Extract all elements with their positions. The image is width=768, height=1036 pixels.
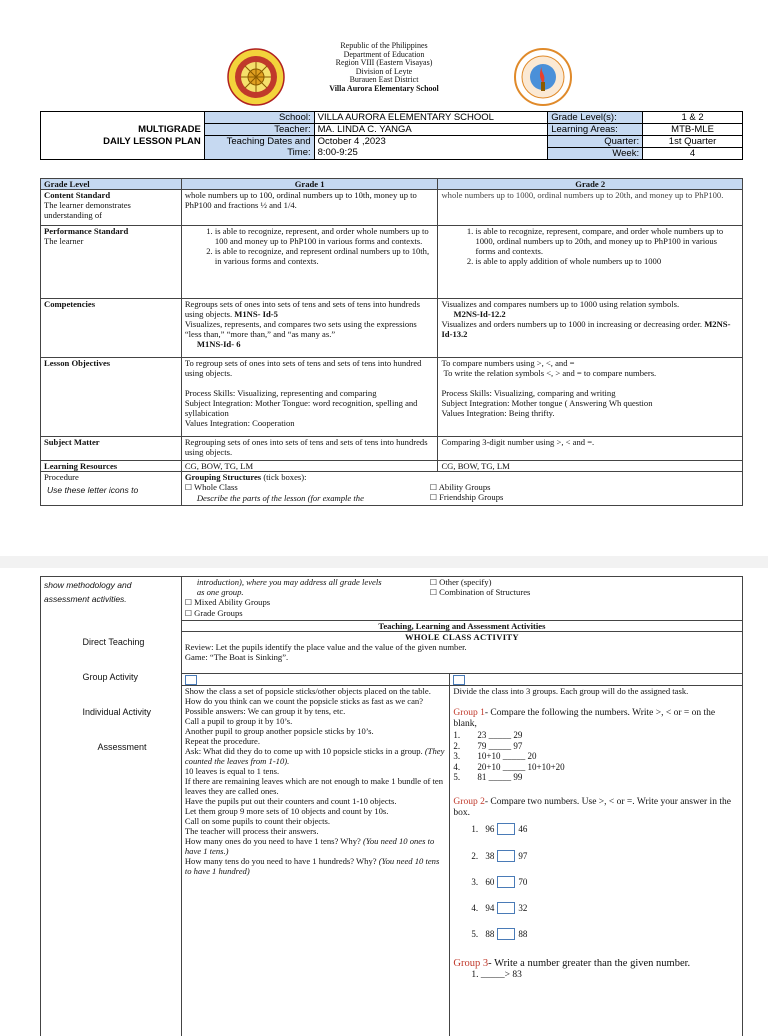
resources-label: Learning Resources [41, 461, 182, 472]
group1-list [453, 730, 739, 783]
objective-values: Values Integration: Being thrifty. [441, 408, 739, 418]
grade-groups-checkbox-row[interactable] [185, 608, 739, 619]
plan-title [41, 112, 205, 160]
content-standard-sub: The learner demonstrates understanding of [44, 200, 178, 220]
objective-main: To compare numbers using >, <, and = [441, 358, 739, 368]
item-left-number: 38 [485, 851, 494, 861]
mixed-ability-checkbox-row[interactable] [185, 597, 739, 608]
learning-areas-value: MTB-MLE [643, 124, 743, 136]
head-grade1: Grade 1 [181, 179, 438, 190]
item-left-number: 94 [485, 903, 494, 913]
side-label-assessment: Assessment [98, 742, 147, 752]
item-left-number: 60 [485, 877, 494, 887]
grade2-activity-cell [450, 686, 743, 1036]
quarter-label: Quarter: [548, 136, 643, 148]
whole-class-cell [181, 632, 742, 674]
head-grade-level: Grade Level [41, 179, 182, 190]
subject-matter-g2: Comparing 3-digit number using >, < and =. [438, 437, 743, 461]
competency-text: Visualizes and compares numbers up to 1000 using relation symbols. [441, 299, 679, 309]
g1-step: Repeat the procedure. [185, 736, 447, 746]
lesson-info-table [40, 111, 743, 160]
performance-cell [41, 226, 182, 299]
item-text: 20+10 _____ 10+10+20 [477, 762, 564, 772]
game-text: Game: “The Boat is Sinking”. [185, 652, 739, 662]
header-line: Department of Education [284, 51, 484, 60]
g1-q2-italic: (You need 10 tens to have 1 hundred) [185, 856, 439, 876]
g1-ask-text: Ask: What did they do to come up with 10 popsicle sticks in a group. [185, 746, 423, 756]
friendship-groups-checkbox-row[interactable] [430, 492, 504, 503]
competency-code: M2NS-Id-13.2 [441, 319, 730, 339]
answer-box[interactable] [497, 902, 515, 914]
item-number: 1. [453, 730, 477, 741]
marker-box [453, 675, 465, 685]
item-number: 4. [453, 762, 477, 773]
g1-step: Call a pupil to group it by 10’s. [185, 716, 447, 726]
side-label-individual-activity: Individual Activity [83, 707, 152, 717]
answer-box[interactable] [497, 876, 515, 888]
answer-box[interactable] [497, 850, 515, 862]
objectives-g2 [438, 358, 743, 437]
activities-table [40, 576, 743, 1036]
header-line: Republic of the Philippines [284, 42, 484, 51]
school-value: VILLA AURORA ELEMENTARY SCHOOL [314, 112, 548, 124]
answer-box[interactable] [497, 928, 515, 940]
group1-item [453, 741, 739, 752]
g1-step: The teacher will process their answers. [185, 826, 447, 836]
content-standard-cell [41, 190, 182, 226]
checkbox-icon[interactable]: ☐ [185, 598, 192, 607]
g1-step: Another pupil to group another popsicle sticks by 10’s. [185, 726, 447, 736]
item-number: 5. [453, 772, 477, 783]
procedure-note: Use these letter icons to [44, 485, 178, 495]
review-text: Review: Let the pupils identify the place value and the value of the given number. [185, 642, 739, 652]
objective-main: To regroup sets of ones into sets of tens and sets of tens into hundred using objects. [185, 358, 435, 378]
competency-text: Regroups sets of ones into sets of tens and sets of tens into hundreds using objects. [185, 299, 420, 319]
item-number: 3. [453, 751, 477, 762]
deped-header [284, 42, 484, 94]
ability-groups-label: Ability Groups [439, 482, 491, 492]
g1-q2-text: How many tens do you need to have 1 hundreds? Why? [185, 856, 377, 866]
performance-g2 [438, 226, 743, 299]
tla-title: Teaching, Learning and Assessment Activities [181, 621, 742, 632]
competency-code: M1NS- Id-5 [234, 309, 278, 319]
week-label: Week: [548, 148, 643, 160]
g1-step: Possible answers: We can group it by tens, etc. [185, 706, 447, 716]
g1-step: Let them group 9 more sets of 10 objects and count by 10s. [185, 806, 447, 816]
g1-question [185, 856, 447, 876]
as-one-group: as one group. [185, 587, 739, 597]
mixed-ability-label: Mixed Ability Groups [194, 597, 270, 607]
introduction-text: introduction), where you may address all grade levels [185, 577, 739, 587]
group1-item [453, 772, 739, 783]
quarter-value: 1st Quarter [643, 136, 743, 148]
performance-g1 [181, 226, 438, 299]
g1-step: Have the pupils put out their counters and count 1-10 objects. [185, 796, 447, 806]
g1-marker-cell [181, 674, 450, 686]
plan-title-line2: DAILY LESSON PLAN [44, 136, 201, 148]
competency-text: Visualizes, represents, and compares two sets using the expressions “less than,” “more than,” and “as many as.” [185, 319, 417, 339]
item-number: 1. [471, 819, 485, 839]
group2-instructions [453, 797, 739, 819]
combination-label: Combination of Structures [439, 587, 530, 597]
side-label-group-activity: Group Activity [83, 672, 139, 682]
whole-class-label: Whole Class [194, 482, 238, 492]
g2-marker-cell [450, 674, 743, 686]
friendship-groups-label: Friendship Groups [439, 492, 503, 502]
objective-process: Process Skills: Visualizing, representing and comparing [185, 388, 435, 398]
group1-instructions [453, 708, 739, 730]
grouping-title: Grouping Structures [185, 472, 261, 482]
list-item: 1. is able to recognize, represent, compare, and order whole numbers up to 1000, ordinal numbers up to 20th, and money up to PhP100 in various forms and contexts. [475, 226, 739, 256]
item-number: 4. [471, 895, 485, 921]
subject-matter-label: Subject Matter [41, 437, 182, 461]
item-right-number: 97 [518, 851, 527, 861]
combination-checkbox-row[interactable] [430, 587, 531, 598]
g1-step: Show the class a set of popsicle sticks/other objects placed on the table. How do you think can we count the popsicle sticks as fast as we can? [185, 686, 447, 706]
teacher-value: MA. LINDA C. YANGA [314, 124, 548, 136]
item-right-number: 46 [518, 824, 527, 834]
header-line: Burauen East District [284, 76, 484, 85]
group1-item [453, 751, 739, 762]
dates-label: Teaching Dates and Time: [204, 136, 314, 160]
g1-q1-text: How many ones do you need to have 1 tens? Why? [185, 836, 361, 846]
objective-sub: To write the relation symbols <, > and = to compare numbers. [441, 368, 739, 378]
list-item: 2. is able to apply addition of whole numbers up to 1000 [475, 256, 739, 266]
group1-item [453, 730, 739, 741]
grade-levels-label: Grade Level(s): [548, 112, 643, 124]
group3-text: - Write a number greater than the given number. [488, 958, 690, 969]
item-right-number: 88 [518, 929, 527, 939]
competency-code: M2NS-Id-12.2 [441, 309, 505, 319]
grade1-activity-cell [181, 686, 450, 1036]
competencies-g2 [438, 299, 743, 358]
group2-item [471, 819, 739, 843]
g1-step: If there are remaining leaves which are not enough to make 1 bundle of ten leaves they are called ones. [185, 776, 447, 796]
describe-parts: Describe the parts of the lesson (for example the [185, 493, 739, 503]
group2-item [471, 843, 739, 869]
dates-value [314, 136, 548, 160]
week-value: 4 [643, 148, 743, 160]
resources-g1: CG, BOW, TG, LM [181, 461, 438, 472]
grade-levels-value: 1 & 2 [643, 112, 743, 124]
show-methodology: show methodology and [44, 577, 178, 594]
item-left-number: 88 [485, 929, 494, 939]
group1-text: - Compare the following the numbers. Write >, < or = on the blank, [453, 708, 715, 729]
objective-subject: Subject Integration: Mother Tongue: word recognition, spelling and syllabication [185, 398, 435, 418]
side-column [41, 577, 182, 1036]
item-text: 81 _____ 99 [477, 772, 522, 782]
marker-box [185, 675, 197, 685]
list-item: 1. is able to recognize, represent, and order whole numbers up to 100 and money up to PhP100 in various forms and contexts. [215, 226, 435, 246]
competency-text: Visualizes and orders numbers up to 1000 in increasing or decreasing order. [441, 319, 702, 329]
item-left-number: 96 [485, 824, 494, 834]
grouping-structures [181, 472, 742, 506]
g1-step: Call on some pupils to count their objects. [185, 816, 447, 826]
procedure-cell [41, 472, 182, 506]
head-grade2: Grade 2 [438, 179, 743, 190]
school-logo [514, 48, 572, 106]
page-two [0, 568, 768, 1024]
content-standard-label: Content Standard [44, 190, 178, 200]
item-number: 2. [453, 741, 477, 752]
objective-values: Values Integration: Cooperation [185, 418, 435, 428]
plan-title-line1: MULTIGRADE [44, 124, 201, 136]
subject-matter-g1: Regrouping sets of ones into sets of tens and sets of tens into hundreds using objects. [181, 437, 438, 461]
content-standard-g1: whole numbers up to 100, ordinal numbers up to 10th, money up to PhP100 and fractions ½ and 1/4. [181, 190, 438, 226]
objectives-label: Lesson Objectives [41, 358, 182, 437]
competencies-label: Competencies [41, 299, 182, 358]
grade-groups-label: Grade Groups [194, 608, 242, 618]
group2-item [471, 921, 739, 947]
assessment-activities: assessment activities. [44, 594, 178, 605]
item-right-number: 70 [518, 877, 527, 887]
header-school-name: Villa Aurora Elementary School [284, 85, 484, 94]
performance-sub: The learner [44, 236, 178, 246]
learning-areas-label: Learning Areas: [548, 124, 643, 136]
g1-ask-italic: (They counted the leaves from 1-10). [185, 746, 445, 766]
grouping-sub: (tick boxes): [263, 472, 306, 482]
header-line: Region VIII (Eastern Visayas) [284, 59, 484, 68]
group2-label: Group 2 [453, 797, 484, 807]
g1-ask [185, 746, 447, 766]
other-specify-label: Other (specify) [439, 577, 491, 587]
resources-g2: CG, BOW, TG, LM [438, 461, 743, 472]
item-number: 5. [471, 921, 485, 947]
g2-intro: Divide the class into 3 groups. Each group will do the assigned task. [453, 686, 739, 696]
group3-item: 1. _____> 83 [453, 970, 739, 981]
group2-list [453, 819, 739, 947]
group1-label: Group 1 [453, 708, 484, 718]
time-text: 8:00-9:25 [318, 147, 545, 158]
content-standard-g2: whole numbers up to 1000, ordinal numbers up to 20th, and money up to PhP100. [438, 190, 743, 226]
item-text: 10+10 _____ 20 [477, 751, 536, 761]
teacher-label: Teacher: [204, 124, 314, 136]
item-right-number: 32 [518, 903, 527, 913]
checkbox-icon[interactable]: ☐ [185, 609, 192, 618]
date-text: October 4 ,2023 [318, 136, 545, 147]
checkbox-icon[interactable]: ☐ [430, 493, 437, 502]
checkbox-icon[interactable]: ☐ [430, 483, 437, 492]
objective-subject: Subject Integration: Mother tongue ( Answering Wh question [441, 398, 739, 408]
answer-box[interactable] [497, 823, 515, 835]
group1-item [453, 762, 739, 773]
side-label-direct-teaching: Direct Teaching [83, 637, 145, 647]
item-text: 79 _____ 97 [477, 741, 522, 751]
grouping-continued [181, 577, 742, 621]
objectives-g1 [181, 358, 438, 437]
lesson-plan-table [40, 178, 743, 506]
item-number: 3. [471, 869, 485, 895]
header-line: Division of Leyte [284, 68, 484, 77]
group3-label: Group 3 [453, 958, 488, 969]
performance-label: Performance Standard [44, 226, 178, 236]
procedure-label: Procedure [44, 472, 178, 482]
item-number: 2. [471, 843, 485, 869]
group3-instructions [453, 957, 739, 970]
list-item: 2. is able to recognize, and represent ordinal numbers up to 10th, in various forms and contexts. [215, 246, 435, 266]
item-text: 23 _____ 29 [477, 730, 522, 740]
checkbox-icon[interactable]: ☐ [185, 483, 192, 492]
g1-step: 10 leaves is equal to 1 tens. [185, 766, 447, 776]
competency-code: M1NS-Id- 6 [185, 339, 241, 349]
page-gap [0, 556, 768, 568]
objective-process: Process Skills: Visualizing, comparing and writing [441, 388, 739, 398]
g1-q1-italic: (You need 10 ones to have 1 tens.) [185, 836, 434, 856]
whole-class-activity-title: WHOLE CLASS ACTIVITY [185, 632, 739, 642]
school-label: School: [204, 112, 314, 124]
g1-question [185, 836, 447, 856]
group2-text: - Compare two numbers. Use >, < or =. Write your answer in the box. [453, 797, 731, 818]
checkbox-icon[interactable]: ☐ [430, 588, 437, 597]
competencies-g1 [181, 299, 438, 358]
group2-item [471, 895, 739, 921]
district-logo [227, 48, 285, 106]
checkbox-icon[interactable]: ☐ [430, 578, 437, 587]
group2-item [471, 869, 739, 895]
